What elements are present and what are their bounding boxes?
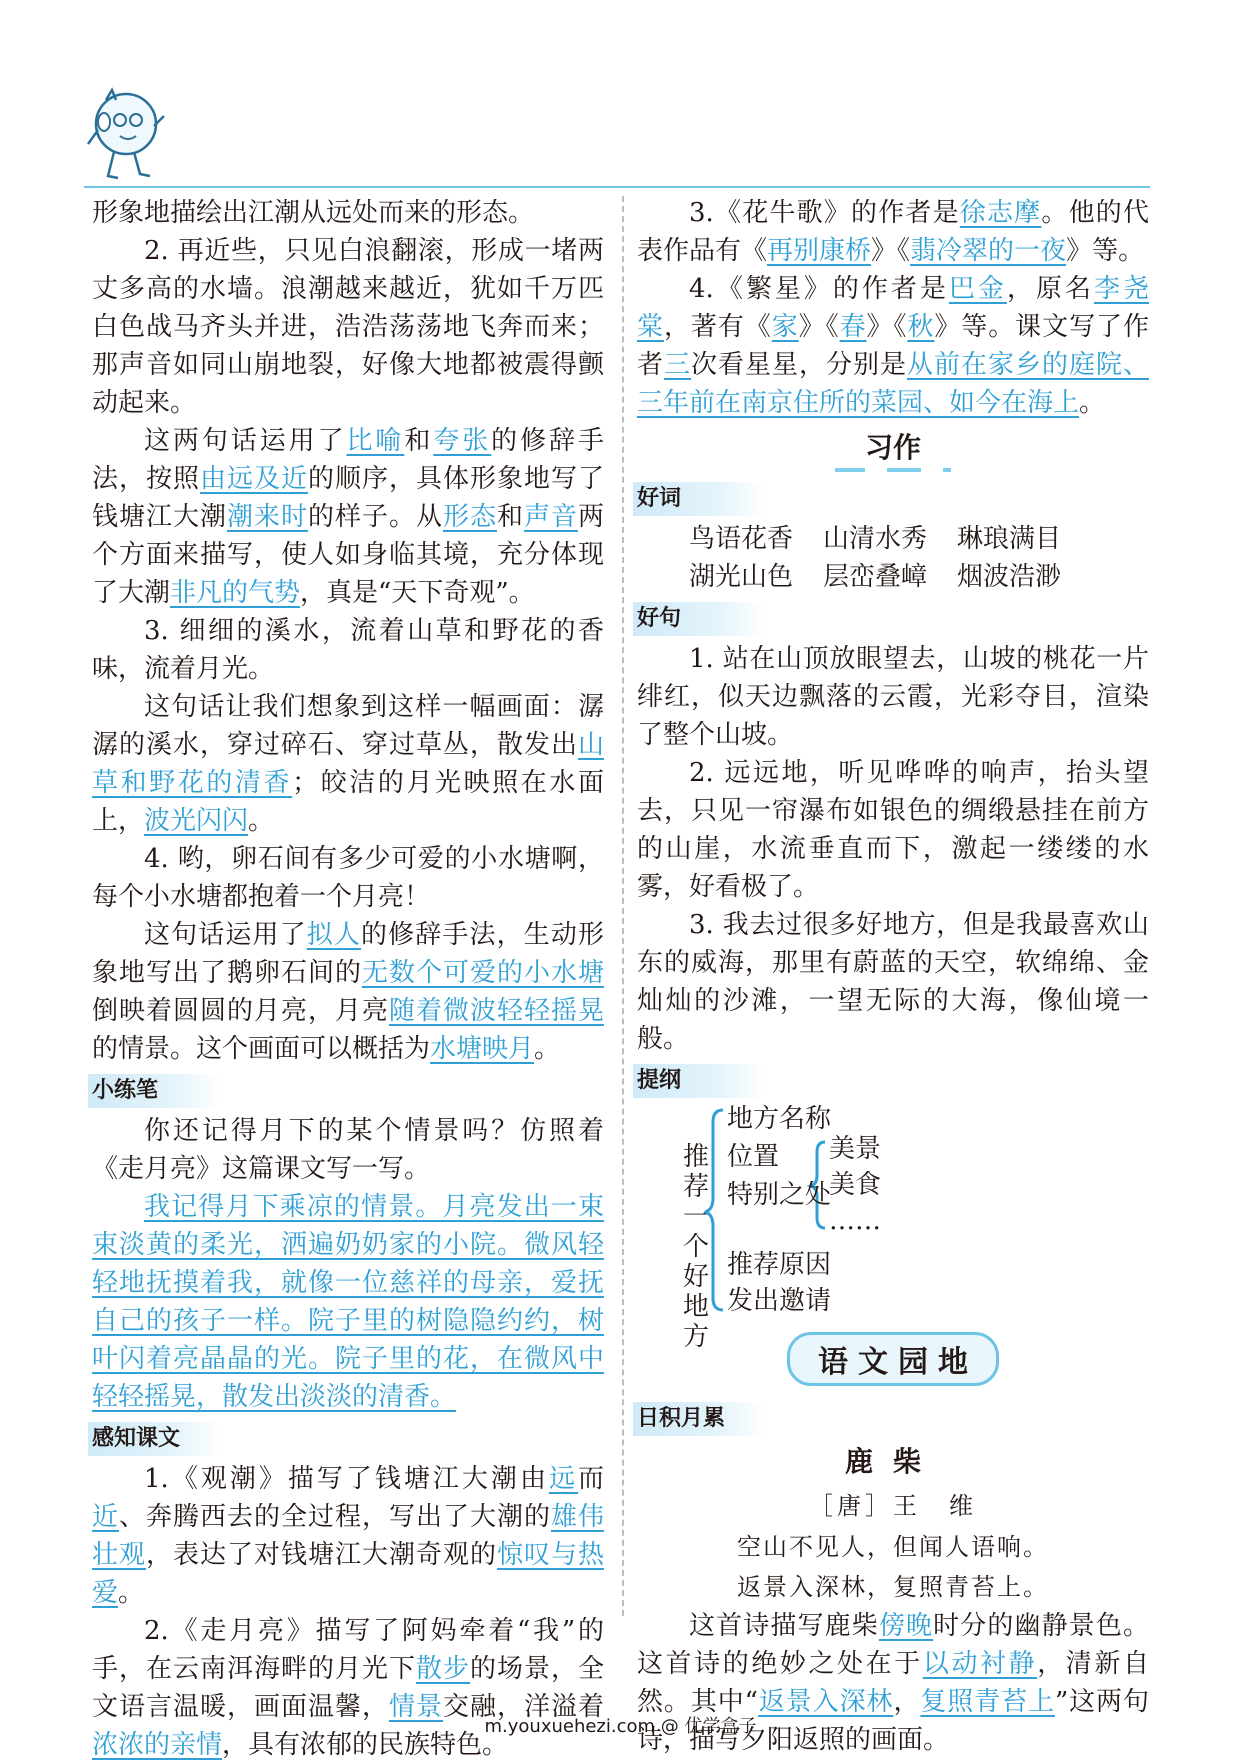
answer: 雄伟壮观 (92, 1502, 604, 1570)
section-heading-sentences: 好句 (633, 602, 765, 636)
outline-subitem: …… (829, 1206, 881, 1236)
paragraph: 3. 我去过很多好地方，但是我最喜欢山东的威海，那里有蔚蓝的天空，软绵绵、金灿灿的沙滩，一望无际的大海，像仙境一般。 (637, 910, 1149, 1054)
word: 琳琅满目 (957, 524, 1062, 554)
outline-subitem: 美食 (829, 1170, 882, 1200)
answer: 情景 (388, 1692, 443, 1722)
word: 湖光山色 (689, 562, 794, 592)
outline-subitem: 美景 (829, 1134, 882, 1164)
paragraph: 这两句话运用了比喻和夸张的修辞手法，按照由远及近的顺序，具体形象地写了钱塘江大潮潮来时的样子。从形态和声音两个方面来描写，使人如身临其境，充分体现了大潮非凡的气势，真是“天下奇观”。 (92, 426, 604, 608)
left-column (92, 194, 604, 1764)
answer: 傍晚 (878, 1611, 934, 1641)
poem-title: 鹿柴 (844, 1445, 941, 1478)
footer-watermark: m.youxuehezi.com @ 优学盒子 (484, 1716, 757, 1737)
answer: 拟人 (306, 920, 361, 950)
paragraph: 这首诗描写鹿柴傍晚时分的幽静景色。这首诗的绝妙之处在于以动衬静，清新自然。其中“返景入深林，复照青苔上”这两句诗，描写夕阳返照的画面。 (637, 1611, 1149, 1755)
paragraph: 1. 站在山顶放眼望去，山坡的桃花一片绯红，似天边飘落的云霞，光彩夺目，渲染了整个山坡。 (637, 644, 1149, 750)
section-heading-text: 感知课文 (88, 1422, 220, 1456)
paragraph: 2.《走月亮》描写了阿妈牵着“我”的手，在云南洱海畔的月光下散步的场景，全文语言温暖，画面温馨，情景交融，洋溢着浓浓的亲情，具有浓郁的民族特色。 (92, 1616, 604, 1760)
word: 山清水秀 (823, 524, 928, 554)
answer: 返景入深林 (757, 1687, 894, 1717)
outline-diagram (637, 1102, 1149, 1352)
answer: 复照青苔上 (920, 1687, 1055, 1717)
paragraph: 4.《繁星》的作者是巴金，原名李尧棠，著有《家》《春》《秋》等。课文写了作者三次看星星，分别是从前在家乡的庭院、三年前在南京住所的菜园、如今在海上。 (637, 274, 1149, 418)
section-heading-practice: 小练笔 (88, 1074, 220, 1108)
answer: 远 (548, 1464, 578, 1494)
outline-item: 位置 (727, 1142, 780, 1172)
paragraph: 这句话让我们想象到这样一幅画面：潺潺的溪水，穿过碎石、穿过草丛，散发出山草和野花的清香；皎洁的月光映照在水面上，波光闪闪。 (92, 692, 604, 836)
outline-item: 特别之处 (727, 1180, 832, 1210)
answer: 李尧棠 (637, 274, 1149, 342)
answer: 以动衬静 (922, 1649, 1038, 1679)
paragraph: 2. 远远地，听见哗哗的响声，抬头望去，只见一帘瀑布如银色的绸缎悬挂在前方的山崖，水流垂直而下，激起一缕缕的水雾，好看极了。 (637, 758, 1149, 902)
paragraph: 3.《花牛歌》的作者是徐志摩。他的代表作品有《再别康桥》《翡冷翠的一夜》等。 (637, 198, 1149, 266)
paragraph: 3. 细细的溪水，流着山草和野花的香味，流着月光。 (92, 616, 604, 684)
paragraph: 4. 哟，卵石间有多少可爱的小水塘啊，每个小水塘都抱着一个月亮！ (92, 844, 604, 912)
word: 层峦叠嶂 (823, 562, 928, 592)
poem-author: ［唐］王 维 (809, 1492, 977, 1520)
poem-line: 空山不见人，但闻人语响。 (737, 1533, 1049, 1561)
answer: 春 (839, 312, 867, 342)
answer: 声音 (523, 502, 578, 532)
answer: 由远及近 (200, 464, 308, 494)
answer: 家 (771, 312, 799, 342)
poem-line: 返景入深林，复照青苔上。 (737, 1573, 1049, 1601)
answer: 随着微波轻轻摇晃 (388, 996, 604, 1026)
answer: 夸张 (433, 426, 492, 456)
word: 鸟语花香 (689, 524, 794, 554)
garden-banner (637, 1332, 1149, 1386)
right-column (637, 194, 1149, 1759)
answer: 无数个可爱的小水塘 (361, 958, 604, 988)
answer: 从前在家乡的庭院、三年前在南京住所的菜园、如今在海上 (637, 350, 1149, 418)
word-list (637, 520, 1149, 596)
header-rule (84, 186, 1150, 188)
writing-banner-label: 习作 (835, 428, 951, 472)
outline-root: 推荐一个好地方 (683, 1142, 710, 1352)
word: 烟波浩渺 (957, 562, 1062, 592)
writing-banner (637, 428, 1149, 472)
answer: 徐志摩 (959, 198, 1042, 228)
section-heading-daily: 日积月累 (633, 1402, 765, 1436)
answer: 翡冷翠的一夜 (910, 236, 1067, 266)
answer: 比喻 (346, 426, 405, 456)
answer: 三 (664, 350, 691, 380)
answer: 非凡的气势 (170, 578, 301, 608)
answer: 散步 (415, 1654, 470, 1684)
column-divider (622, 196, 624, 1616)
mascot-icon (84, 86, 166, 184)
answer: 山草和野花的清香 (92, 730, 604, 798)
outline-item: 推荐原因 (727, 1250, 832, 1280)
answer-paragraph: 我记得月下乘凉的情景。月亮发出一束束淡黄的柔光，洒遍奶奶家的小院。微风轻轻地抚摸着我，就像一位慈祥的母亲，爱抚自己的孩子一样。院子里的树隐隐约约，树叶闪着亮晶晶的光。院子里的花，在微风中轻轻摇晃，散发出淡淡的清香。 (92, 1192, 604, 1412)
outline-item: 发出邀请 (727, 1286, 832, 1316)
answer: 再别康桥 (767, 236, 872, 266)
answer: 浓浓的亲情 (92, 1730, 223, 1760)
section-heading-words: 好词 (633, 482, 765, 516)
answer: 秋 (907, 312, 935, 342)
garden-banner-label: 语文园地 (787, 1332, 999, 1386)
answer: 潮来时 (226, 502, 308, 532)
paragraph: 形象地描绘出江潮从远处而来的形态。 (92, 198, 535, 228)
answer: 近 (92, 1502, 119, 1532)
answer: 巴金 (948, 274, 1007, 304)
paragraph: 这句话运用了拟人的修辞手法，生动形象地写出了鹅卵石间的无数个可爱的小水塘倒映着圆圆的月亮，月亮随着微波轻轻摇晃的情景。这个画面可以概括为水塘映月。 (92, 920, 604, 1064)
outline-braces (637, 1102, 1149, 1322)
section-heading-outline: 提纲 (633, 1064, 765, 1098)
outline-item: 地方名称 (727, 1104, 832, 1134)
answer: 形态 (442, 502, 497, 532)
paragraph: 2. 再近些，只见白浪翻滚，形成一堵两丈多高的水墙。浪潮越来越近，犹如千万匹白色战马齐头并进，浩浩荡荡地飞奔而来；那声音如同山崩地裂，好像大地都被震得颤动起来。 (92, 236, 604, 418)
answer: 波光闪闪 (144, 806, 249, 836)
paragraph: 你还记得月下的某个情景吗？仿照着《走月亮》这篇课文写一写。 (92, 1116, 604, 1184)
paragraph: 1.《观潮》描写了钱塘江大潮由远而近、奔腾西去的全过程，写出了大潮的雄伟壮观，表达了对钱塘江大潮奇观的惊叹与热爱。 (92, 1464, 604, 1608)
answer: 惊叹与热爱 (92, 1540, 604, 1608)
answer: 水塘映月 (430, 1034, 535, 1064)
